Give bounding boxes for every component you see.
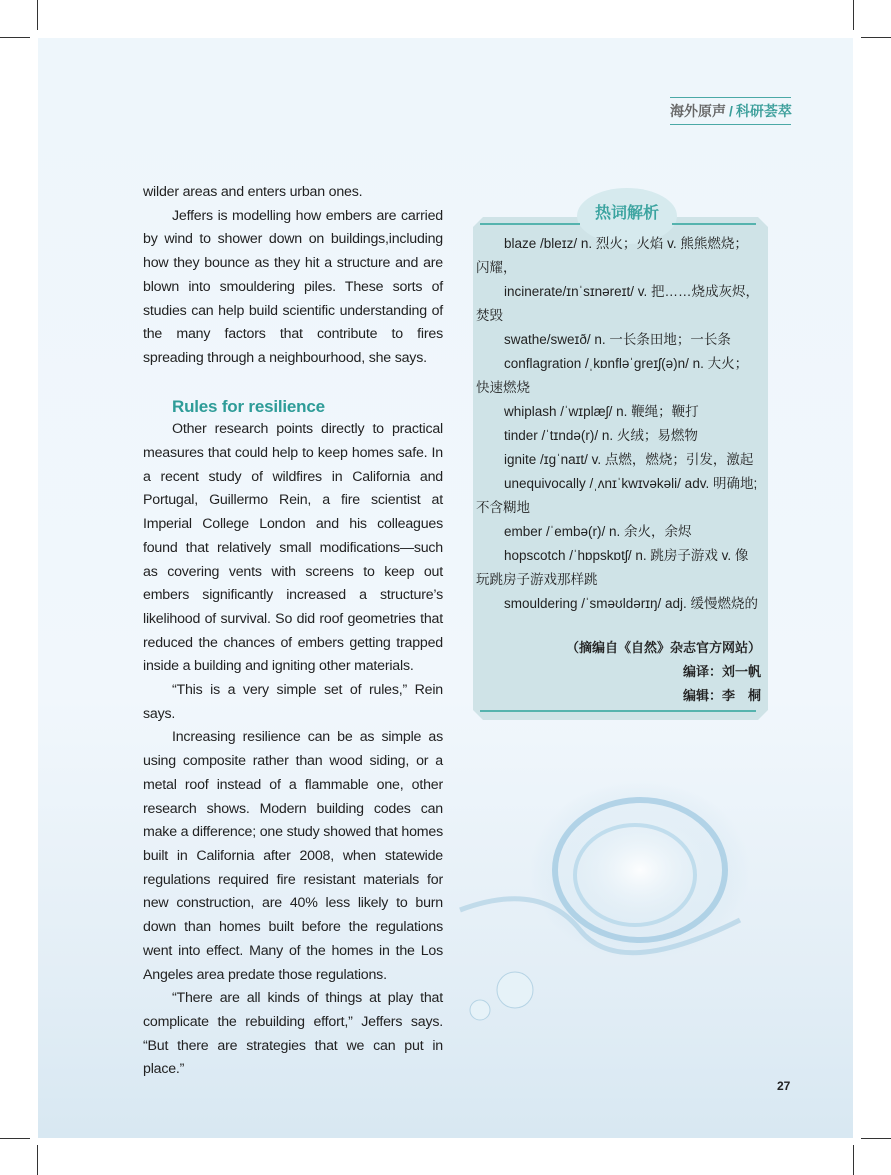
crop-mark [861,37,891,38]
crop-mark [37,0,38,30]
vocab-item: ignite /ɪɡˈnaɪt/ v. 点燃，燃烧；引发，激起 [504,452,754,467]
divider [480,223,580,225]
page-number: 27 [777,1079,791,1093]
vocabulary-list [476,232,761,616]
divider [672,223,756,225]
paragraph: “There are all kinds of things at play that complicate the rebuilding effort,” Jeffers says. “But there are strategies that we can put in place.” [143,990,443,1078]
translator: 编译：刘一帆 [682,665,761,680]
divider [480,710,756,712]
vocab-item: swathe/sweɪð/ n. 一长条田地；一长条 [504,332,731,347]
vocab-item: ember /ˈembə(r)/ n. 余火，余烬 [504,524,692,539]
article-body [143,181,443,1082]
source: （摘编自《自然》杂志官方网站） [565,641,761,656]
paragraph: Jeffers is modelling how embers are carried by wind to shower down on buildings,including how they bounce as they hit a structure and are blown into smouldering piles. These sorts of studies can help build scientific understanding of the many factors that contribute to fires spreading through a neighbourhood, she says. [143,207,443,366]
vocab-item: smouldering /ˈsməʊldərɪŋ/ adj. 缓慢燃烧的 [504,596,759,611]
vocab-item: incinerate/ɪnˈsɪnəreɪt/ v. 把……烧成灰烬，焚毁 [476,284,759,323]
section-header [670,97,791,125]
vocab-item: conflagration /ˌkɒnfləˈɡreɪʃ(ə)n/ n. 大火；快速燃烧 [476,356,749,395]
paragraph: “This is a very simple set of rules,” Rein says. [143,682,443,722]
vocab-item: blaze /bleɪz/ n. 烈火；火焰 v. 熊熊燃烧；闪耀， [476,236,748,275]
separator: / [729,103,733,119]
paragraph: Other research points directly to practical measures that could help to keep homes safe. In a recent study of wildfires in California and Portugal, Guillermo Rein, a fire scientist at Imperial College London and his colleagues found that relatively small modifications—such as covering vents with screens to keep out embers significantly increased a structure’s likelihood of survival. So did roof geometries that reduced the chances of embers getting trapped inside a building and igniting other materials. [143,421,443,675]
vocab-item: whiplash /ˈwɪplæʃ/ n. 鞭绳；鞭打 [504,404,699,419]
crop-mark [0,37,30,38]
crop-mark [0,1138,30,1139]
vocab-item: tinder /ˈtɪndə(r)/ n. 火绒；易燃物 [504,428,698,443]
vocab-item: unequivocally /ˌʌnɪˈkwɪvəkəli/ adv. 明确地;不含糊地 [476,476,758,515]
vocab-item: hopscotch /ˈhɒpskɒtʃ/ n. 跳房子游戏 v. 像玩跳房子游戏那样跳 [476,548,749,587]
paragraph: wilder areas and enters urban ones. [143,184,363,200]
vocabulary-title: 热词解析 [594,205,659,222]
water-splash-image [440,760,770,1050]
credits [566,637,761,709]
editor: 编辑：李 桐 [682,689,761,704]
subsection-label: 科研荟萃 [735,103,792,119]
crop-mark [37,1145,38,1175]
crop-mark [853,0,854,30]
paragraph: Increasing resilience can be as simple as using composite rather than wood siding, or a metal roof instead of a flammable one, other research shows. Modern building codes can make a difference; one study showed that homes built in California after 2008, when statewide regulations required fire resistant materials for new construction, are 40% less likely to burn down than homes built before the regulations went into effect. Many of the homes in the Los Angeles area predate those regulations. [143,729,443,983]
crop-mark [861,1138,891,1139]
section-label: 海外原声 [670,103,726,119]
crop-mark [853,1145,854,1175]
section-heading: Rules for resilience [172,396,325,416]
